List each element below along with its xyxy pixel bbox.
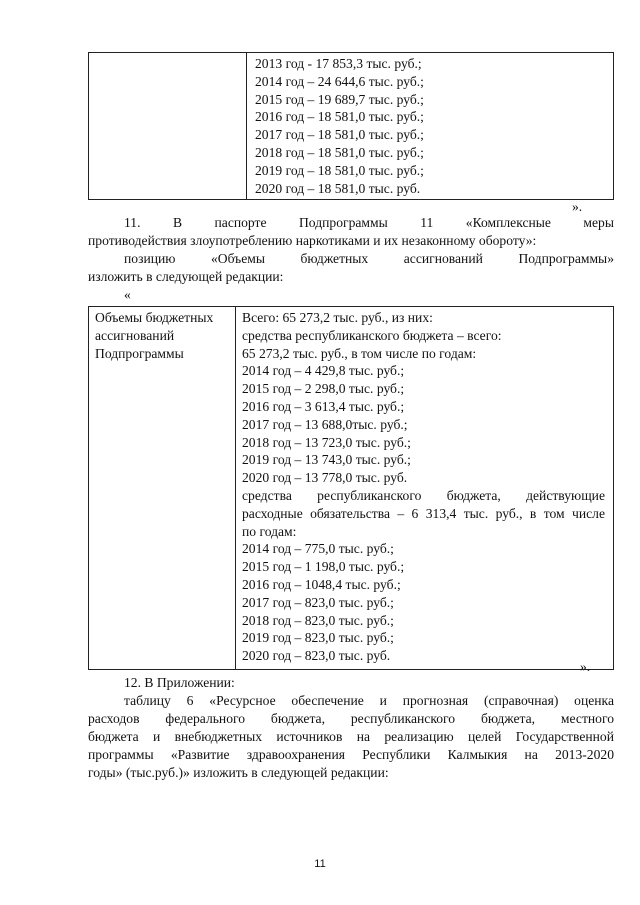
paragraph-12-line: программы «Развитие здравоохранения Республики Калмыкия на 2013-2020 [88, 747, 614, 762]
budget-allocations-table [88, 306, 614, 670]
opening-quote: « [124, 287, 131, 302]
year-line: 2020 год – 13 778,0 тыс. руб. [242, 470, 408, 486]
year-line: 2015 год – 19 689,7 тыс. руб.; [255, 91, 424, 107]
paragraph-11-line: изложить в следующей редакции: [88, 269, 284, 284]
paragraph-11-heading: 11. В паспорте Подпрограммы 11 «Комплексные меры [124, 215, 614, 230]
year-line: 2018 год – 13 723,0 тыс. руб.; [242, 434, 411, 450]
year-line: 2014 год – 24 644,6 тыс. руб.; [255, 73, 424, 89]
table-label-cell-empty [89, 53, 247, 200]
year-line: 2019 год – 18 581,0 тыс. руб.; [255, 162, 424, 178]
label-line: Объемы бюджетных [95, 310, 214, 325]
paragraph-11-line: противодействия злоупотреблению наркотиками и их незаконному обороту»: [88, 233, 537, 248]
closing-quote: ». [572, 199, 583, 214]
year-line: 2017 год – 823,0 тыс. руб.; [242, 594, 394, 610]
year-line: 2018 год – 823,0 тыс. руб.; [242, 612, 394, 628]
table-value-cell [236, 307, 614, 670]
existing-obligations-line: расходные обязательства – 6 313,4 тыс. руб., в том числе [242, 505, 605, 521]
paragraph-11-position: позицию «Объемы бюджетных ассигнований Подпрограммы» [124, 251, 614, 266]
year-line: 2020 год – 18 581,0 тыс. руб. [255, 180, 421, 196]
budget-table-continuation [88, 52, 614, 200]
year-line: 2014 год – 4 429,8 тыс. руб.; [242, 363, 405, 379]
paragraph-12-line: таблицу 6 «Ресурсное обеспечение и прогнозная (справочная) оценка [124, 693, 614, 708]
year-line: 2017 год – 13 688,0тыс. руб.; [242, 416, 408, 432]
year-line: 2013 год - 17 853,3 тыс. руб.; [255, 56, 422, 71]
table-row [89, 307, 614, 670]
year-line: 2015 год – 1 198,0 тыс. руб.; [242, 559, 405, 575]
year-line: 2016 год – 18 581,0 тыс. руб.; [255, 109, 424, 125]
table-label-cell [89, 307, 236, 670]
table-row [89, 53, 614, 200]
table-value-cell [247, 53, 614, 200]
year-line: 2019 год – 823,0 тыс. руб.; [242, 630, 394, 646]
total-line: Всего: 65 273,2 тыс. руб., из них: [242, 310, 433, 325]
existing-obligations-line: по годам: [242, 523, 297, 539]
paragraph-12-line: расходов федерального бюджета, республиканского бюджета, местного [88, 711, 614, 726]
year-line: 2016 год – 3 613,4 тыс. руб.; [242, 398, 405, 414]
paragraph-12-line: бюджета и внебюджетных источников на реализацию целей Государственной [88, 729, 614, 744]
paragraph-12-heading: 12. В Приложении: [124, 675, 235, 690]
page-number: 11 [314, 858, 326, 870]
republican-budget-line: средства республиканского бюджета – всего: [242, 327, 502, 343]
year-line: 2019 год – 13 743,0 тыс. руб.; [242, 452, 411, 468]
year-line: 2018 год – 18 581,0 тыс. руб.; [255, 144, 424, 160]
existing-obligations-line: средства республиканского бюджета, действующие [242, 487, 605, 503]
year-line: 2020 год – 823,0 тыс. руб. [242, 648, 391, 664]
label-line: ассигнований [95, 327, 175, 343]
year-line: 2014 год – 775,0 тыс. руб.; [242, 541, 394, 557]
label-line: Подпрограммы [95, 345, 184, 361]
year-line: 2016 год – 1048,4 тыс. руб.; [242, 576, 401, 592]
republican-budget-total: 65 273,2 тыс. руб., в том числе по годам: [242, 345, 477, 361]
year-line: 2015 год – 2 298,0 тыс. руб.; [242, 381, 405, 397]
closing-quote: ». [580, 659, 591, 674]
paragraph-12-line: годы» (тыс.руб.)» изложить в следующей редакции: [88, 765, 389, 780]
year-line: 2017 год – 18 581,0 тыс. руб.; [255, 127, 424, 143]
